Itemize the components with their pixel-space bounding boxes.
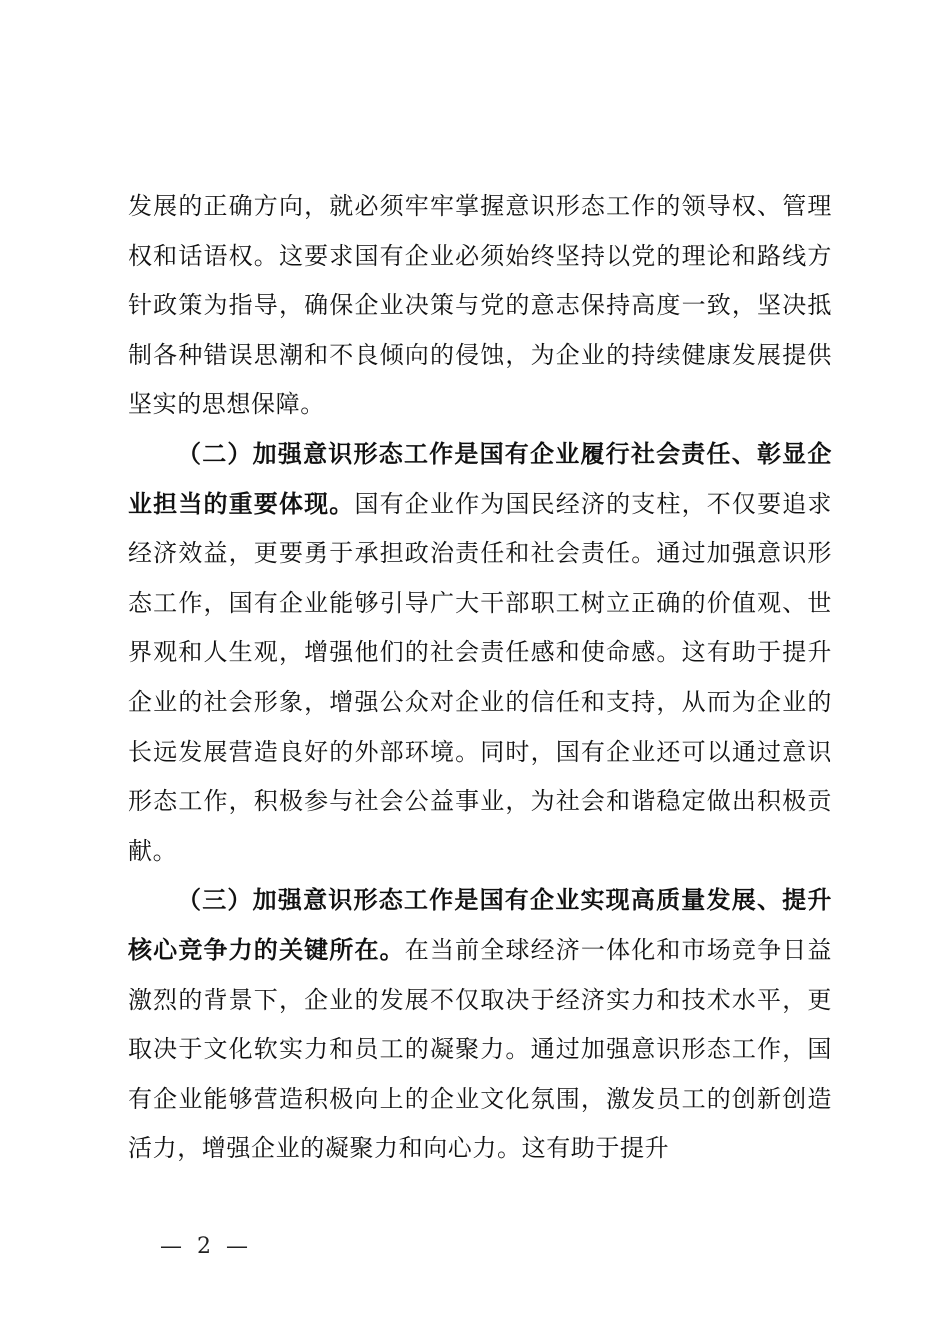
paragraph-2 <box>128 430 832 876</box>
paragraph-3 <box>128 876 832 1174</box>
paragraph-1 <box>128 182 832 430</box>
paragraph-2-heading: （二）加强意识形态工作是国有企业履行社会责任、彰显企业担当的重要体现。 <box>128 439 832 518</box>
paragraph-3-heading: （三）加强意识形态工作是国有企业实现高质量发展、提升核心竞争力的关键所在。 <box>128 886 832 964</box>
paragraph-2-body: 国有企业作为国民经济的支柱，不仅要追求经济效益，更要勇于承担政治责任和社会责任。通过加强意识形态工作，国有企业能够引导广大干部职工树立正确的价值观、世界观和人生观，增强他们的社会责任感和使命感。这有助于提升企业的社会形象，增强公众对企业的信任和支持，从而为企业的长远发展营造良好的外部环境。同时，国有企业还可以通过意识形态工作，积极参与社会公益事业，为社会和谐稳定做出积极贡献。 <box>128 489 832 865</box>
document-body <box>128 182 832 1174</box>
page-number: — 2 — <box>160 1234 252 1259</box>
paragraph-1-body: 发展的正确方向，就必须牢牢掌握意识形态工作的领导权、管理权和话语权。这要求国有企业必须始终坚持以党的理论和路线方针政策为指导，确保企业决策与党的意志保持高度一致，坚决抵制各种错误思潮和不良倾向的侵蚀，为企业的持续健康发展提供坚实的思想保障。 <box>128 192 832 419</box>
paragraph-3-body: 在当前全球经济一体化和市场竞争日益激烈的背景下，企业的发展不仅取决于经济实力和技术水平，更取决于文化软实力和员工的凝聚力。通过加强意识形态工作，国有企业能够营造积极向上的企业文化氛围，激发员工的创新创造活力，增强企业的凝聚力和向心力。这有助于提升 <box>128 935 832 1163</box>
